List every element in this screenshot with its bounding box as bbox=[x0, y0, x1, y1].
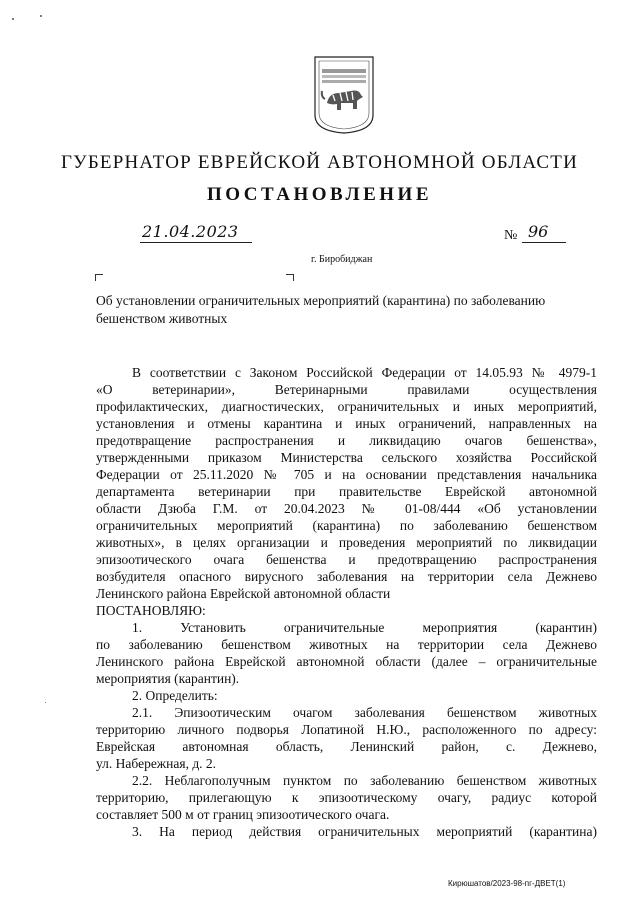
body-line: области Дзюба Г.М. от 20.04.2023 № 01-08/444 «Об установлении bbox=[96, 501, 597, 516]
footer-document-code: Кирюшатов/2023-98-пг-ДВЕТ(1) bbox=[448, 879, 566, 888]
body-line: 2.1. Эпизоотическим очагом заболевания бешенством животных bbox=[132, 705, 597, 720]
body-line: составляет 500 м от границ эпизоотического очага. bbox=[96, 807, 390, 822]
scan-speck bbox=[12, 18, 14, 20]
body-line: возбудителя опасного вирусного заболевания на территории села Дежнево bbox=[96, 569, 597, 584]
body-line: Федерации от 25.11.2020 № 705 и на основании представления начальника bbox=[96, 467, 597, 482]
body-line: ограничительных мероприятий (карантина) по заболеванию бешенством bbox=[96, 518, 597, 533]
body-line: территорию личного подворья Лопатиной Н.Ю., расположенного по адресу: bbox=[96, 722, 597, 737]
body-line: территорию, прилегающую к эпизоотическому очагу, радиус которой bbox=[96, 790, 597, 805]
resolution-keyword: ПОСТАНОВЛЯЮ: bbox=[96, 603, 206, 618]
body-line: 2. Определить: bbox=[132, 688, 218, 703]
body-line: мероприятия (карантин). bbox=[96, 671, 240, 686]
body-line: департамента ветеринарии при правительстве Еврейской автономной bbox=[96, 484, 597, 499]
subject-bracket-left bbox=[95, 274, 103, 281]
body-line: 1. Установить ограничительные мероприятия (карантин) bbox=[132, 620, 597, 635]
body-line: по заболеванию бешенством животных на территории села Дежнево bbox=[96, 637, 597, 652]
issuer-title: ГУБЕРНАТОР ЕВРЕЙСКОЙ АВТОНОМНОЙ ОБЛАСТИ bbox=[60, 152, 578, 173]
body-line: В соответствии с Законом Российской Федерации от 14.05.93 № 4979-1 bbox=[132, 365, 597, 380]
body-line: утвержденными приказом Министерства сельского хозяйства Российской bbox=[96, 450, 597, 465]
body-line: Еврейская автономная область, Ленинский район, с. Дежнево, bbox=[96, 739, 597, 754]
document-subject: Об установлении ограничительных мероприятий (карантина) по заболеванию бешенством животных bbox=[96, 293, 546, 326]
number-prefix: № bbox=[504, 228, 518, 243]
body-line: Ленинского района Еврейской автономной области bbox=[96, 586, 391, 601]
document-number: 96 bbox=[528, 222, 549, 241]
subject-bracket-right bbox=[286, 274, 294, 281]
body-line: эпизоотического очага бешенства и предотвращению распространения bbox=[96, 552, 597, 567]
document-date: 21.04.2023 bbox=[142, 222, 239, 241]
body-line: установления и отмены карантина и иных ограничений, направленных на bbox=[96, 416, 597, 431]
body-line: животных», в целях организации и проведения мероприятий по ликвидации bbox=[96, 535, 597, 550]
document-type-heading: ПОСТАНОВЛЕНИЕ bbox=[206, 184, 433, 205]
scan-speck bbox=[40, 15, 42, 17]
coat-of-arms-emblem bbox=[313, 55, 375, 135]
body-line: 2.2. Неблагополучным пунктом по заболеванию бешенством животных bbox=[132, 773, 597, 788]
body-line: 3. На период действия ограничительных мероприятий (карантина) bbox=[132, 824, 597, 839]
body-line: «О ветеринарии», Ветеринарными правилами осуществления bbox=[96, 382, 597, 397]
scan-speck bbox=[45, 702, 46, 703]
city-label: г. Биробиджан bbox=[311, 254, 373, 265]
body-line: Ленинского района Еврейской автономной области (далее – ограничительные bbox=[96, 654, 597, 669]
body-line: ул. Набережная, д. 2. bbox=[96, 756, 217, 771]
body-line: предотвращение распространения и ликвидацию очагов бешенства», bbox=[96, 433, 597, 448]
body-line: профилактических, диагностических, ограничительных и иных мероприятий, bbox=[96, 399, 597, 414]
